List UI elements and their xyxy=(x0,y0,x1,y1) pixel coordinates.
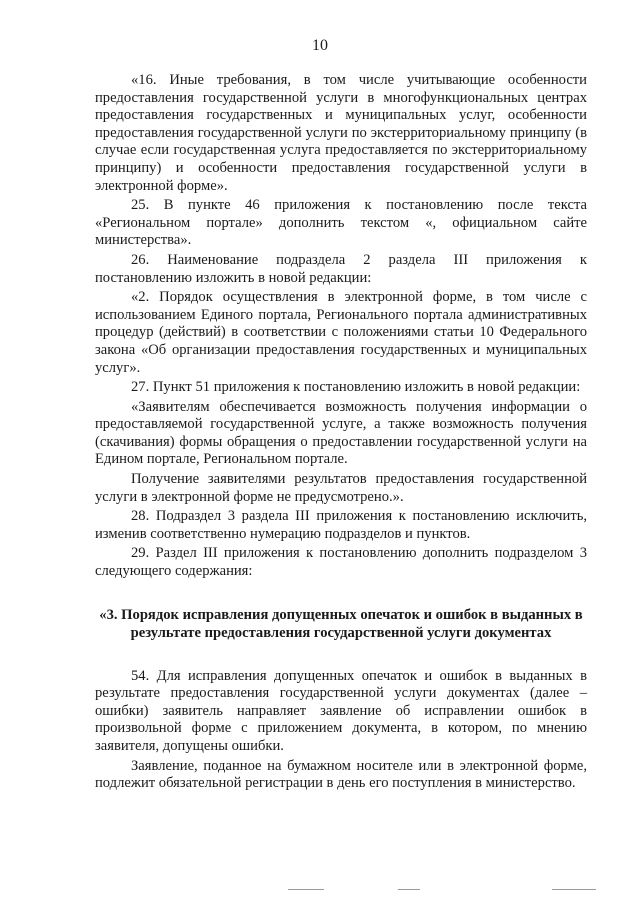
paragraph-27: 27. Пункт 51 приложения к постановлению изложить в новой редакции: xyxy=(131,379,581,396)
page-number: 10 xyxy=(312,37,328,54)
paragraph-54: 54. Для исправления допущенных опечаток и ошибок в выданных в результате предоставления государственной услуги документах (далее – ошибки) заявитель направляет заявление об исправлении ошибок в произвольной форме с приложением документа, в котором, по мнению заявителя, допущены ошибки. xyxy=(95,667,587,754)
paragraph-registration: Заявление, поданное на бумажном носителе или в электронной форме, подлежит обязательной регистрации в день его поступления в министерство. xyxy=(95,757,587,792)
section-heading: «3. Порядок исправления допущенных опечаток и ошибок в выданных в результате предоставления государственной услуги документах xyxy=(99,606,583,641)
paragraph-results-receipt: Получение заявителями результатов предоставления государственной услуги в электронной форме не предусмотрено.». xyxy=(95,471,587,505)
scan-artifacts xyxy=(0,889,640,893)
paragraph-29: 29. Раздел III приложения к постановлению дополнить подразделом 3 следующего содержания: xyxy=(95,545,587,580)
paragraph-26: 26. Наименование подраздела 2 раздела III приложения к постановлению изложить в новой редакции: xyxy=(95,251,587,286)
paragraph-25: 25. В пункте 46 приложения к постановлению после текста «Региональном портале» дополнить текстом «, официальном сайте министерства». xyxy=(95,197,587,249)
paragraph-subsection-2: «2. Порядок осуществления в электронной форме, в том числе с использованием Единого портала, Регионального портала административных процедур (действий) в соответствии с положениями статьи 10 Федерального закона «Об организации предоставления государственных и муниципальных услуг». xyxy=(95,289,587,376)
document-body xyxy=(95,72,587,795)
paragraph-28: 28. Подраздел 3 раздела III приложения к постановлению исключить, изменив соответственно нумерацию подразделов и пунктов. xyxy=(95,508,587,542)
paragraph-16-requirements: «16. Иные требования, в том числе учитывающие особенности предоставления государственной услуги в многофункциональных центрах предоставления государственных и муниципальных услуг, особенности предоставления государственной услуги по экстерриториальному принципу (в случае если государственная услуга предоставляется по экстерриториальному принципу) и особенности предоставления государственной услуги в электронной форме». xyxy=(95,72,587,194)
paragraph-applicants-info: «Заявителям обеспечивается возможность получения информации о предоставляемой государственной услуге, а также возможность получения (скачивания) формы обращения о предоставлении государственной услуги на Едином портале, Региональном портале. xyxy=(95,398,587,468)
